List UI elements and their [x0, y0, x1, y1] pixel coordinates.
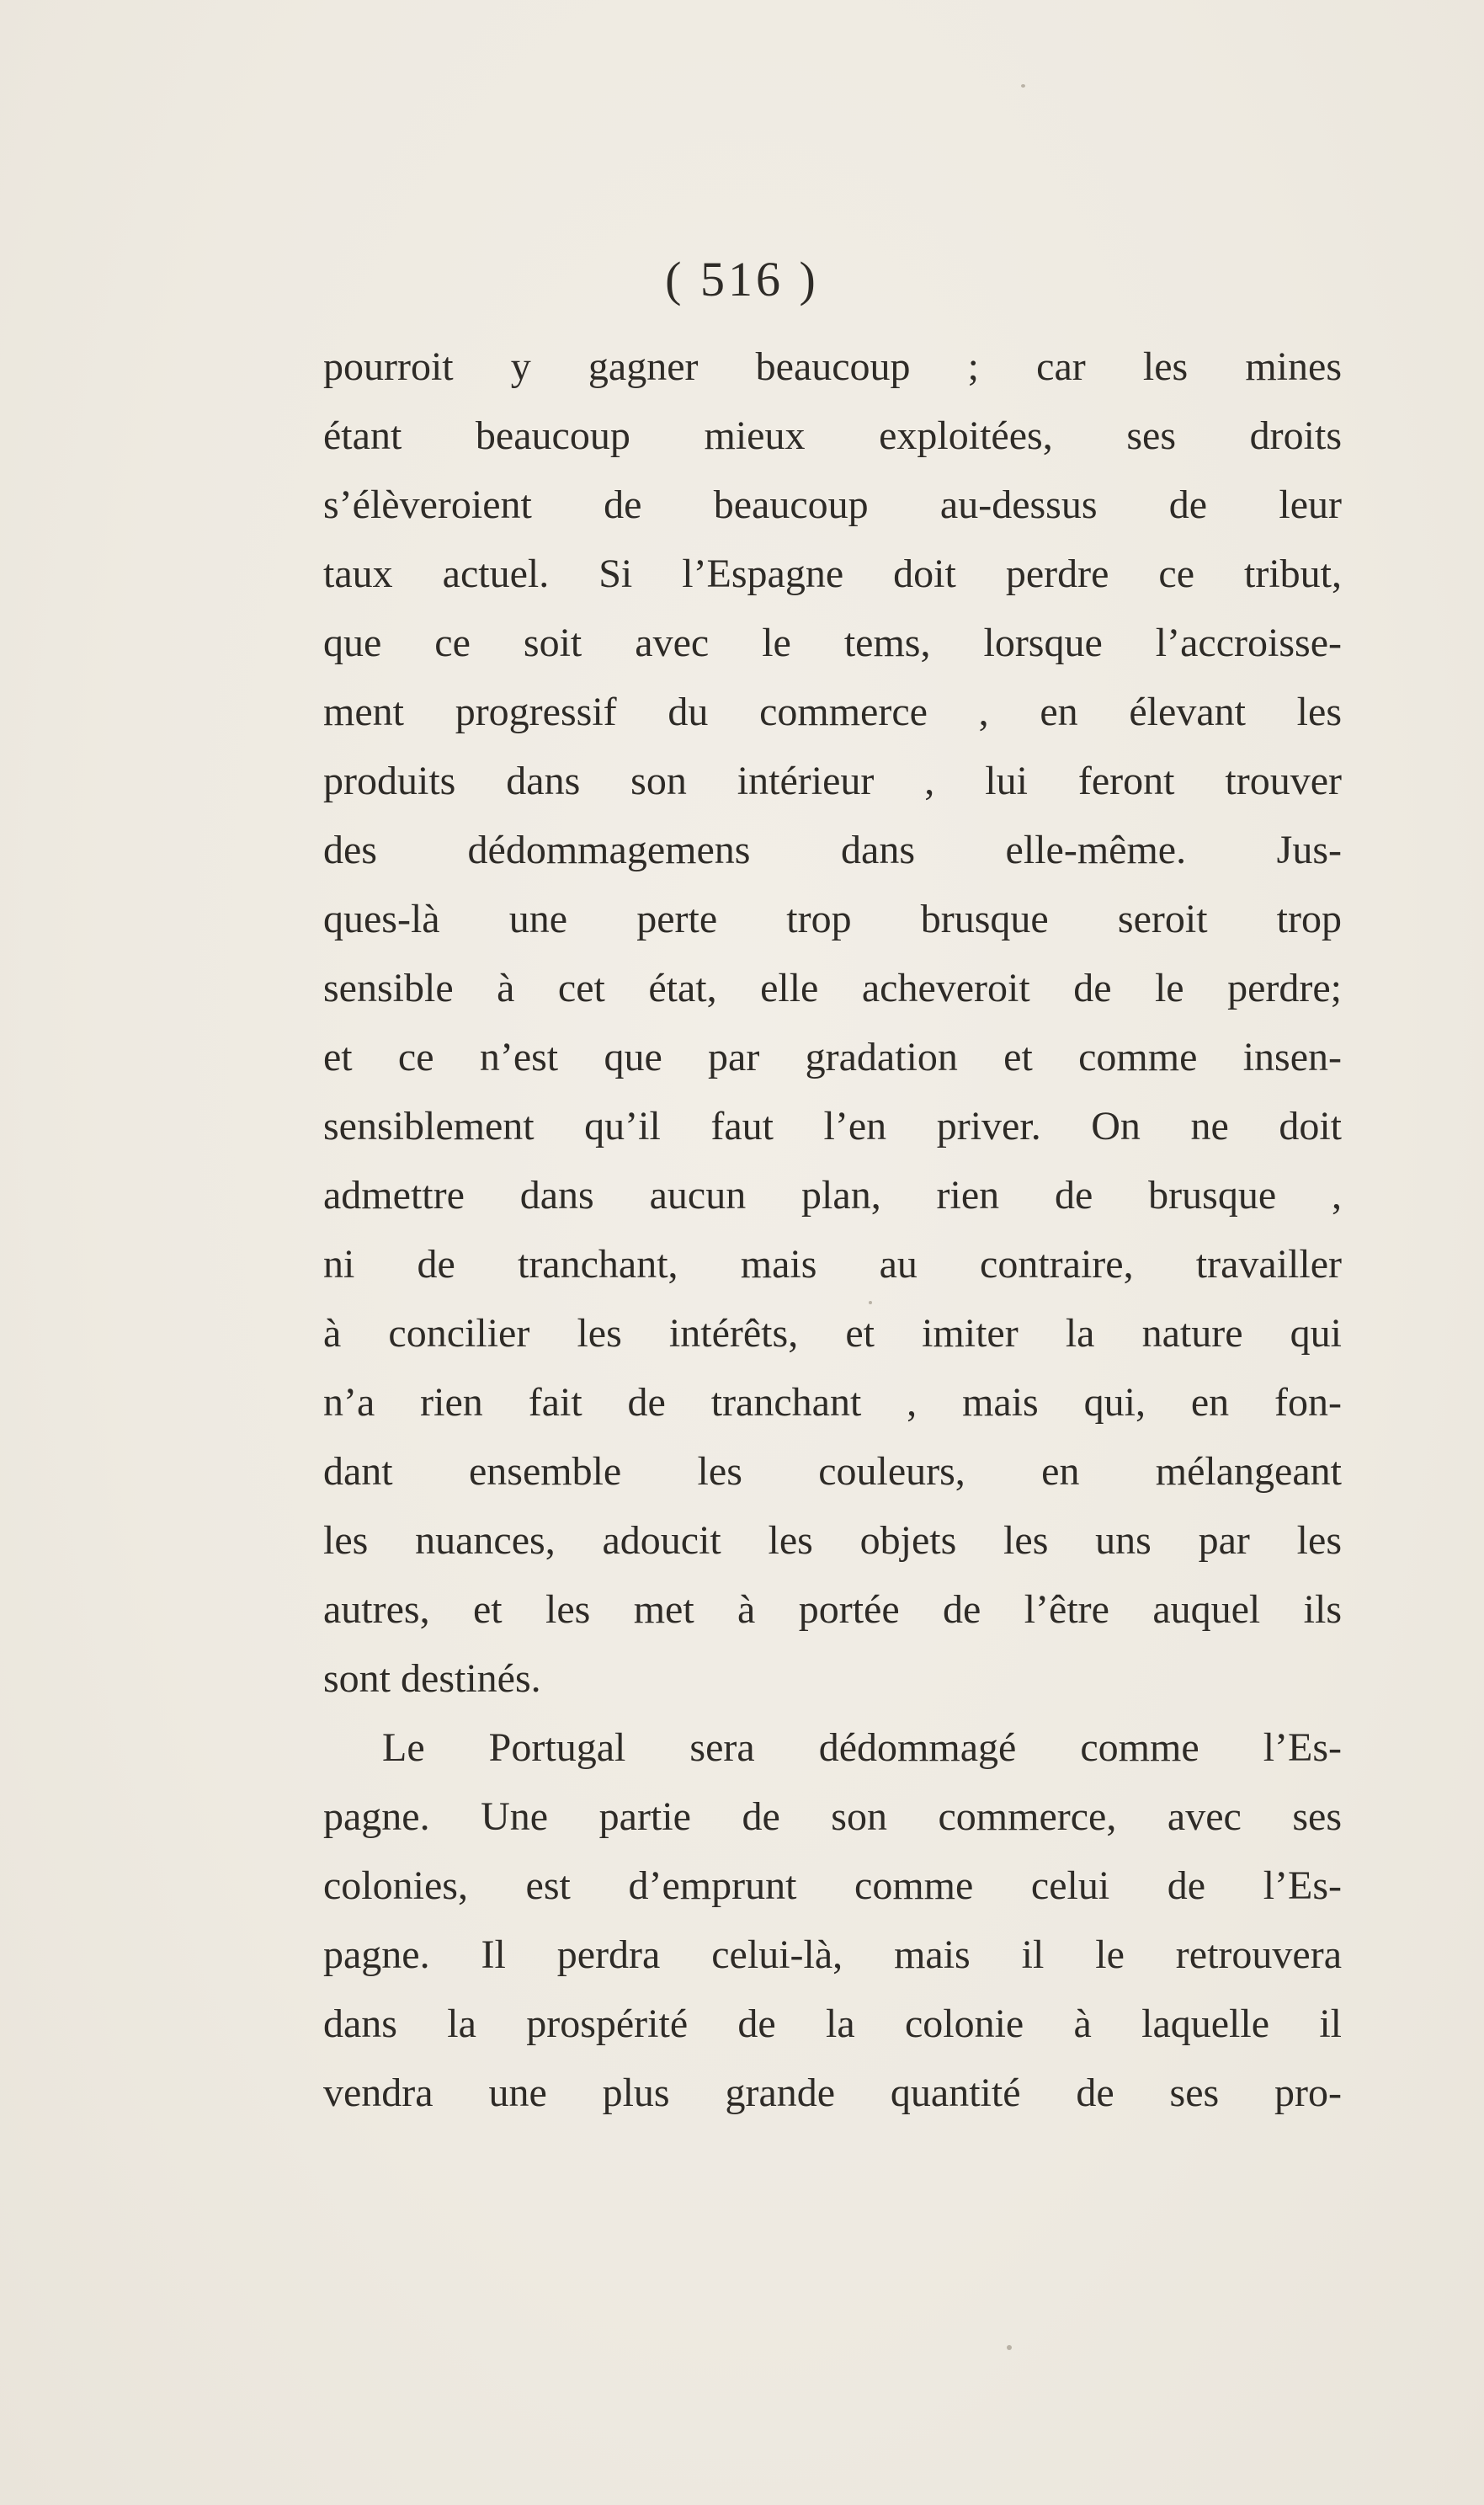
paper-speck — [869, 1301, 872, 1304]
text-line: sensible à cet état, elle acheveroit de le perdre; — [323, 966, 1342, 1010]
text-line: s’élèveroient de beaucoup au-dessus de leur — [323, 482, 1342, 527]
text-line: colonies, est d’emprunt comme celui de l’Es- — [323, 1863, 1342, 1908]
text-line: admettre dans aucun plan, rien de brusque , — [323, 1173, 1342, 1218]
text-line: Le Portugal sera dédommagé comme l’Es- — [382, 1725, 1342, 1770]
text-line: sensiblement qu’il faut l’en priver. On ne doit — [323, 1104, 1342, 1149]
text-line: que ce soit avec le tems, lorsque l’accroisse- — [323, 621, 1342, 665]
text-line: étant beaucoup mieux exploitées, ses droits — [323, 413, 1342, 458]
text-line: des dédommagemens dans elle-même. Jus- — [323, 828, 1342, 872]
text-line: sont destinés. — [323, 1656, 541, 1701]
text-line: à concilier les intérêts, et imiter la nature qui — [323, 1311, 1342, 1356]
text-line: produits dans son intérieur , lui feront trouver — [323, 759, 1342, 803]
paper-speck — [1021, 84, 1025, 88]
page-number-header: ( 516 ) — [665, 252, 819, 306]
body-text — [323, 333, 1342, 2128]
text-line: n’a rien fait de tranchant , mais qui, en fon- — [323, 1380, 1342, 1425]
paper-speck — [1007, 2345, 1012, 2350]
text-line: ques-là une perte trop brusque seroit trop — [323, 897, 1342, 941]
text-line: vendra une plus grande quantité de ses pro- — [323, 2071, 1342, 2115]
text-line: les nuances, adoucit les objets les uns par les — [323, 1518, 1342, 1563]
text-line: taux actuel. Si l’Espagne doit perdre ce tribut, — [323, 552, 1342, 596]
text-line: autres, et les met à portée de l’être auquel ils — [323, 1587, 1342, 1632]
text-line: dans la prospérité de la colonie à laquelle il — [323, 2001, 1342, 2046]
text-line: ment progressif du commerce , en élevant les — [323, 690, 1342, 734]
text-line: pagne. Il perdra celui-là, mais il le retrouvera — [323, 1932, 1342, 1977]
text-line: ni de tranchant, mais au contraire, travailler — [323, 1242, 1342, 1287]
text-line: pagne. Une partie de son commerce, avec ses — [323, 1794, 1342, 1839]
text-line: pourroit y gagner beaucoup ; car les mines — [323, 344, 1342, 389]
text-line: dant ensemble les couleurs, en mélangeant — [323, 1449, 1342, 1494]
text-line: et ce n’est que par gradation et comme insen- — [323, 1035, 1342, 1079]
